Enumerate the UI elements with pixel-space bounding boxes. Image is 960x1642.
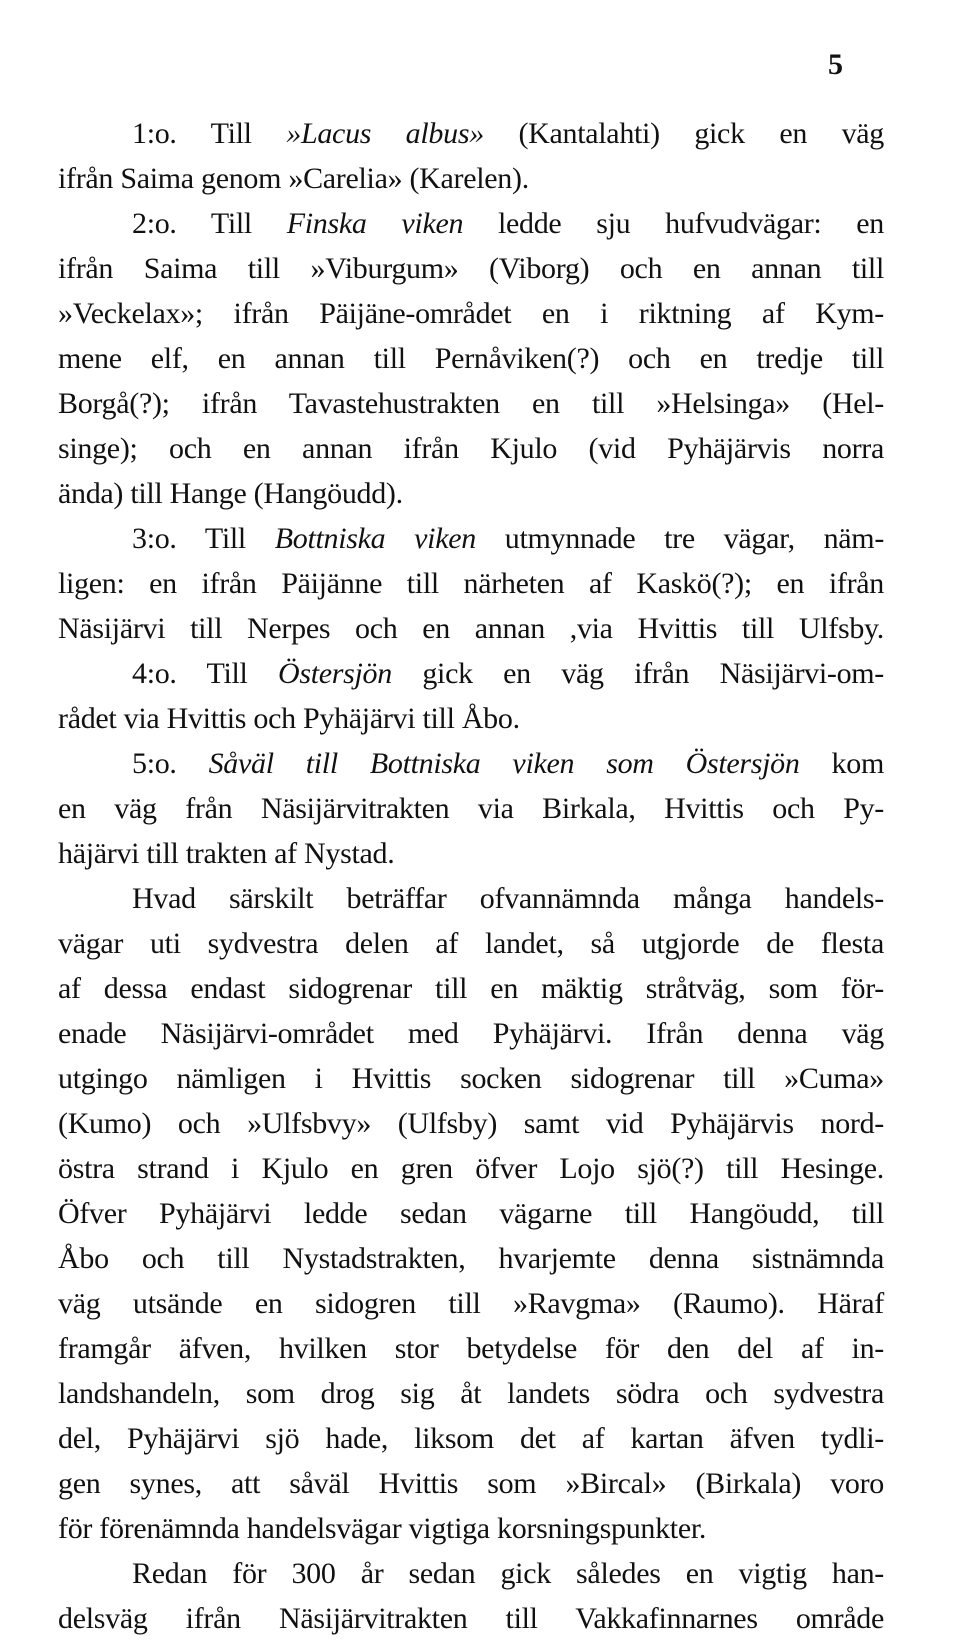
text-segment: utmynnade tre vägar, näm-: [475, 522, 885, 555]
text-segment: 3:o. Till: [132, 522, 275, 555]
text-line: [58, 1371, 884, 1416]
text-segment: Redan för 300 år sedan gick således en vigtig han-: [132, 1557, 884, 1590]
text-line: [58, 1056, 884, 1101]
text-segment: ledde sju hufvudvägar: en: [463, 207, 884, 240]
text-segment: för förenämnda handelsvägar vigtiga korsningspunkter.: [58, 1512, 707, 1545]
text-line: [58, 606, 884, 651]
text-line: [58, 291, 884, 336]
text-segment: framgår äfven, hvilken stor betydelse för den del af in-: [58, 1332, 884, 1365]
text-segment: af dessa endast sidogrenar till en mäktig stråtväg, som för-: [58, 972, 884, 1005]
text-line: [58, 426, 884, 471]
text-segment: rådet via Hvittis och Pyhäjärvi till Åbo.: [58, 702, 520, 735]
text-segment: Öfver Pyhäjärvi ledde sedan vägarne till Hangöudd, till: [58, 1197, 884, 1230]
text-segment: ifrån Saima till »Viburgum» (Viborg) och en annan till: [58, 252, 884, 285]
text-line: [58, 876, 884, 921]
text-line: [58, 111, 884, 156]
text-segment: väg utsände en sidogren till »Ravgma» (Raumo). Häraf: [58, 1287, 884, 1320]
text-line: [58, 1596, 884, 1641]
text-segment: del, Pyhäjärvi sjö hade, liksom det af kartan äfven tydli-: [58, 1422, 884, 1455]
text-line: [58, 1326, 884, 1371]
text-line: [58, 1191, 884, 1236]
text-line: [58, 1146, 884, 1191]
italic-text: Finska viken: [286, 207, 464, 240]
text-segment: (Kantalahti) gick en väg: [483, 117, 884, 150]
text-line: [58, 831, 884, 876]
text-segment: 2:o. Till: [132, 207, 287, 240]
italic-text: Bottniska viken: [274, 522, 476, 555]
text-segment: Borgå(?); ifrån Tavastehustrakten en till »Helsinga» (Hel-: [58, 387, 884, 420]
text-segment: ligen: en ifrån Päijänne till närheten af Kaskö(?); en ifrån: [58, 567, 884, 600]
text-line: [58, 651, 884, 696]
text-segment: ända) till Hange (Hangöudd).: [58, 477, 403, 510]
italic-text: Östersjön: [277, 657, 392, 690]
text-segment: mene elf, en annan till Pernåviken(?) och en tredje till: [58, 342, 884, 375]
text-line: [58, 1011, 884, 1056]
page-number: 5: [828, 48, 843, 81]
text-line: [58, 156, 884, 201]
italic-text: Såväl till Bottniska viken som Östersjön: [208, 747, 800, 780]
text-segment: enade Näsijärvi-området med Pyhäjärvi. Ifrån denna väg: [58, 1017, 884, 1050]
text-segment: kom: [799, 747, 884, 780]
text-line: [58, 201, 884, 246]
text-segment: landshandeln, som drog sig åt landets södra och sydvestra: [58, 1377, 884, 1410]
text-line: [58, 1506, 884, 1551]
text-line: [58, 336, 884, 381]
text-line: [58, 381, 884, 426]
text-line: [58, 1236, 884, 1281]
text-line: [58, 966, 884, 1011]
text-line: [58, 786, 884, 831]
text-segment: Näsijärvi till Nerpes och en annan ,via Hvittis till Ulfsby.: [58, 612, 884, 645]
text-line: [58, 246, 884, 291]
text-segment: utgingo nämligen i Hvittis socken sidogrenar till »Cuma»: [58, 1062, 884, 1095]
text-line: [58, 741, 884, 786]
text-line: [58, 516, 884, 561]
text-line: [58, 1101, 884, 1146]
italic-text: »Lacus albus»: [286, 117, 484, 150]
text-segment: gen synes, att såväl Hvittis som »Bircal» (Birkala) voro: [58, 1467, 884, 1500]
text-line: [58, 561, 884, 606]
text-segment: 4:o. Till: [132, 657, 278, 690]
text-line: [58, 921, 884, 966]
text-segment: vägar uti sydvestra delen af landet, så utgjorde de flesta: [58, 927, 884, 960]
text-segment: (Kumo) och »Ulfsbvy» (Ulfsby) samt vid Pyhäjärvis nord-: [58, 1107, 884, 1140]
text-line: [58, 471, 884, 516]
text-line: [58, 1551, 884, 1596]
body-text: [58, 111, 884, 1641]
text-segment: Hvad särskilt beträffar ofvannämnda många handels-: [132, 882, 884, 915]
text-segment: 1:o. Till: [132, 117, 287, 150]
text-segment: gick en väg ifrån Näsijärvi-om-: [391, 657, 884, 690]
text-line: [58, 696, 884, 741]
text-segment: östra strand i Kjulo en gren öfver Lojo sjö(?) till Hesinge.: [58, 1152, 884, 1185]
text-segment: ifrån Saima genom »Carelia» (Karelen).: [58, 162, 529, 195]
text-segment: en väg från Näsijärvitrakten via Birkala, Hvittis och Py-: [58, 792, 884, 825]
text-segment: delsväg ifrån Näsijärvitrakten till Vakkafinnarnes område: [58, 1602, 884, 1635]
text-segment: häjärvi till trakten af Nystad.: [58, 837, 395, 870]
text-segment: »Veckelax»; ifrån Päijäne-området en i riktning af Kym-: [58, 297, 884, 330]
text-line: [58, 1416, 884, 1461]
text-line: [58, 1461, 884, 1506]
text-segment: Åbo och till Nystadstrakten, hvarjemte denna sistnämnda: [58, 1242, 884, 1275]
text-segment: 5:o.: [132, 747, 209, 780]
text-segment: singe); och en annan ifrån Kjulo (vid Pyhäjärvis norra: [58, 432, 884, 465]
text-line: [58, 1281, 884, 1326]
